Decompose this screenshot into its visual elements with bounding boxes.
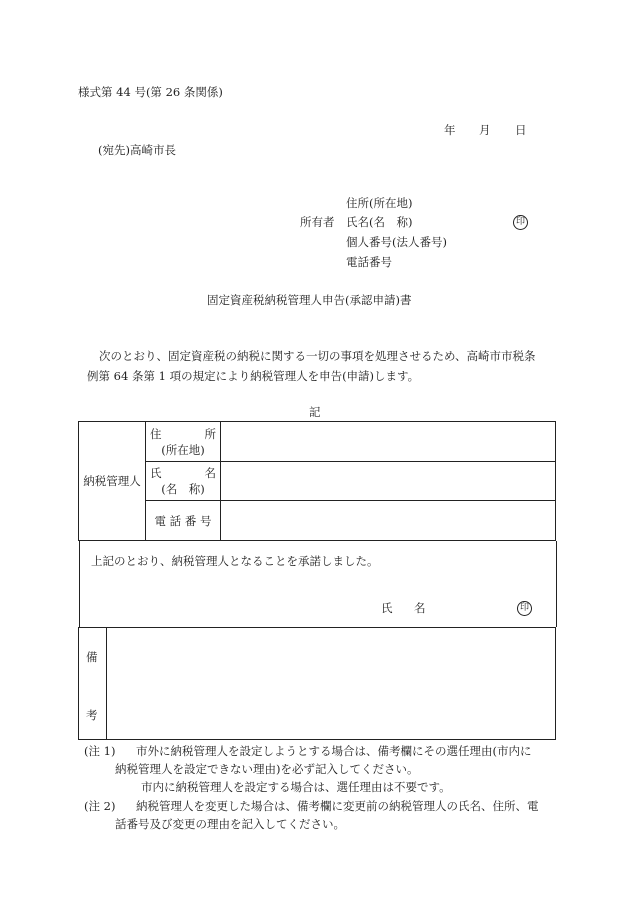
address-label-cell — [146, 422, 221, 462]
address-sub-label: (所在地) — [161, 442, 205, 457]
note-2-line-1: 納税管理人を変更した場合は、備考欄に変更前の納税管理人の氏名、住所、電 — [136, 799, 539, 813]
body-line-2: 例第 64 条第 1 項の規定により納税管理人を申告(申請)します。 — [87, 369, 420, 383]
date-month-label: 月 — [479, 123, 491, 137]
consent-block — [79, 541, 557, 627]
consent-text: 上記のとおり、納税管理人となることを承諾しました。 — [91, 554, 379, 568]
phone-label-cell: 電 話 番 号 — [146, 501, 221, 541]
remarks-input[interactable] — [107, 628, 555, 739]
owner-address-label: 住所(所在地) — [346, 196, 413, 210]
date-year-label: 年 — [444, 123, 456, 137]
body-line-1: 次のとおり、固定資産税の納税に関する一切の事項を処理させるため、高崎市市税条 — [99, 349, 536, 363]
form-number: 様式第 44 号(第 26 条関係) — [78, 85, 223, 99]
remarks-box — [78, 627, 556, 740]
note-2-line-2: 話番号及び変更の理由を記入してください。 — [115, 817, 345, 831]
tax-manager-row-header: 納税管理人 — [79, 422, 146, 541]
owner-personal-number-label: 個人番号(法人番号) — [346, 235, 447, 249]
consent-seal-mark: 印 — [517, 601, 532, 616]
owner-label: 所有者 — [300, 215, 335, 229]
owner-phone-label: 電話番号 — [346, 255, 392, 269]
tax-manager-table — [78, 421, 556, 541]
note-2-label: (注 2) — [84, 799, 116, 813]
ki-label: 記 — [309, 405, 321, 419]
remarks-char-1: 備 — [86, 650, 98, 664]
remarks-char-2: 考 — [86, 708, 98, 722]
note-1-label: (注 1) — [84, 744, 116, 758]
note-1-line-1: 市外に納税管理人を設定しようとする場合は、備考欄にその選任理由(市内に — [136, 744, 532, 758]
addressee: (宛先)高崎市長 — [98, 143, 176, 157]
consent-name-label-a: 氏 — [381, 601, 393, 615]
name-sub-label: (名 称) — [161, 482, 205, 496]
name-input-cell[interactable] — [221, 462, 556, 501]
address-input-cell[interactable] — [221, 422, 556, 462]
document-title: 固定資産税納税管理人申告(承認申請)書 — [207, 293, 412, 307]
name-label-a: 氏 — [150, 466, 162, 480]
phone-input-cell[interactable] — [221, 501, 556, 541]
consent-name-label-b: 名 — [414, 601, 426, 615]
address-label-a: 住 — [150, 426, 162, 441]
owner-seal-mark: 印 — [513, 215, 528, 230]
name-label-b: 名 — [204, 466, 216, 480]
owner-name-label: 氏名(名 称) — [346, 215, 413, 229]
note-1-line-2: 納税管理人を設定できない理由)を必ず記入してください。 — [115, 762, 419, 776]
date-day-label: 日 — [515, 123, 527, 137]
name-label-cell — [146, 462, 221, 501]
address-label-b: 所 — [204, 426, 216, 441]
note-1-line-3: 市内に納税管理人を設定する場合は、選任理由は不要です。 — [141, 780, 451, 794]
